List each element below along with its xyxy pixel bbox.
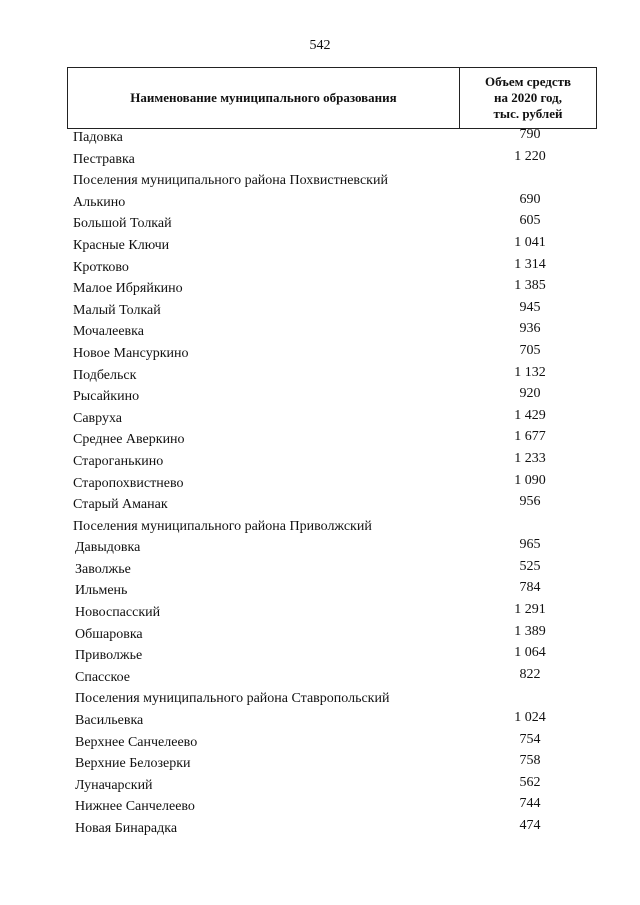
municipality-name: Пестравка — [73, 151, 135, 167]
municipality-name: Верхние Белозерки — [75, 756, 191, 772]
municipality-name: Старопохвистнево — [73, 475, 184, 491]
amount-value: 920 — [519, 386, 541, 402]
municipality-name: Красные Ключи — [73, 237, 170, 253]
amount-value: 705 — [519, 342, 541, 358]
amount-value: 945 — [519, 299, 541, 315]
municipality-name: Падовка — [73, 130, 123, 145]
municipality-name: Кротково — [73, 259, 129, 275]
municipality-name: Нижнее Санчелеево — [75, 799, 195, 815]
page-number: 542 — [309, 38, 331, 53]
amount-value: 1 041 — [514, 234, 546, 250]
table-header — [67, 67, 597, 129]
amount-value: 1 677 — [514, 429, 546, 445]
municipality-name: Среднее Аверкино — [73, 432, 185, 448]
amount-value: 758 — [519, 753, 541, 769]
amount-value: 1 385 — [514, 278, 546, 294]
municipality-name: Мочалеевка — [73, 324, 144, 340]
amount-value: 605 — [519, 213, 541, 229]
municipality-name: Поселения муниципального района Ставропольский — [75, 691, 390, 707]
amount-value: 936 — [519, 321, 541, 337]
municipality-name: Рысайкино — [73, 389, 140, 405]
amount-value: 1 389 — [514, 623, 546, 639]
municipality-name: Староганькино — [73, 453, 164, 469]
municipality-name: Савруха — [73, 410, 123, 426]
table-body — [0, 129, 640, 842]
municipality-name: Давыдовка — [75, 540, 141, 556]
amount-value: 1 064 — [514, 645, 546, 661]
amount-value: 1 429 — [514, 407, 546, 423]
table-row — [0, 820, 640, 842]
municipality-name: Малый Толкай — [73, 302, 161, 318]
municipality-name: Заволжье — [75, 561, 131, 577]
amount-value: 965 — [519, 537, 541, 553]
header-amount-line: Объем средств — [484, 74, 572, 89]
municipality-name: Приволжье — [75, 648, 143, 664]
municipality-name: Старый Аманак — [73, 497, 168, 513]
table-row — [0, 496, 640, 518]
municipality-name: Спасское — [75, 669, 130, 685]
amount-value: 562 — [519, 774, 541, 790]
amount-value: 525 — [519, 558, 541, 574]
amount-value: 690 — [519, 191, 541, 207]
amount-value: 1 291 — [514, 602, 546, 618]
amount-value: 1 220 — [514, 148, 546, 164]
municipality-name: Большой Толкай — [73, 216, 172, 232]
header-amount-line: на 2020 год, — [493, 90, 563, 105]
amount-value: 1 132 — [514, 364, 546, 380]
municipality-name: Новая Бинарадка — [75, 821, 178, 836]
municipality-name: Поселения муниципального района Похвистневский — [73, 173, 388, 189]
amount-value: 1 233 — [514, 450, 546, 466]
amount-value: 474 — [519, 818, 541, 833]
amount-value: 1 024 — [514, 710, 546, 726]
amount-value: 1 090 — [514, 472, 546, 488]
amount-value: 744 — [519, 796, 541, 812]
municipality-name: Васильевка — [75, 713, 144, 729]
amount-value: 754 — [519, 731, 541, 747]
header-name-column: Наименование муниципального образования — [68, 68, 460, 128]
municipality-name: Верхнее Санчелеево — [75, 734, 198, 750]
table-row — [0, 148, 640, 173]
amount-value: 956 — [519, 494, 541, 510]
municipality-name: Подбельск — [73, 367, 137, 383]
municipality-name: Луначарский — [75, 777, 153, 793]
municipality-name: Обшаровка — [75, 626, 143, 642]
amount-value: 822 — [519, 666, 541, 682]
municipality-name: Алькино — [73, 194, 126, 210]
table-row — [0, 666, 640, 691]
amount-value: 1 314 — [514, 256, 546, 272]
municipality-name: Поселения муниципального района Приволжский — [73, 518, 372, 534]
municipality-name: Ильмень — [75, 583, 128, 599]
municipality-name: Малое Ибряйкино — [73, 281, 183, 297]
header-amount-line: тыс. рублей — [493, 106, 563, 121]
amount-value: 784 — [519, 580, 541, 596]
municipality-name: Новоспасский — [75, 605, 161, 621]
amount-value: 790 — [519, 127, 541, 142]
municipality-name: Новое Мансуркино — [73, 345, 189, 361]
header-amount-column — [460, 68, 596, 128]
